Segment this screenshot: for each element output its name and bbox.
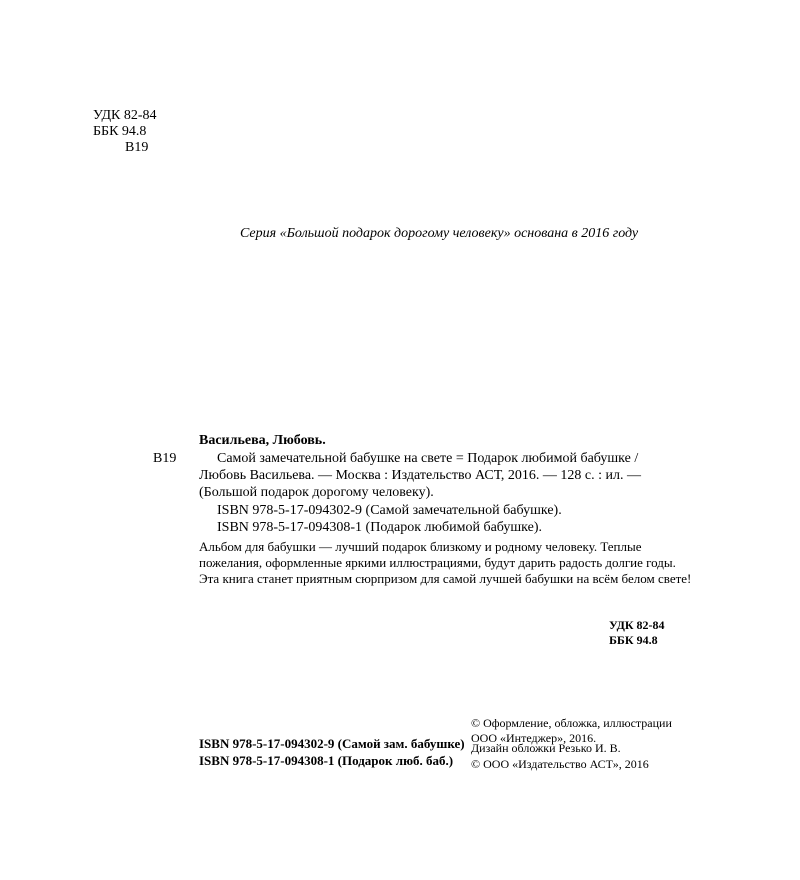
- series-note: Серия «Большой подарок дорогому человеку» основана в 2016 году: [240, 226, 639, 241]
- catalog-annotation-line: пожелания, оформленные яркими иллюстрациями, будут дарить радость долгие годы.: [199, 555, 676, 570]
- author-mark: В19: [125, 140, 149, 155]
- catalog-author: Васильева, Любовь.: [199, 433, 326, 448]
- bottom-udk-code: УДК 82-84: [609, 618, 665, 632]
- copyright-line: © Оформление, обложка, иллюстрации: [471, 716, 672, 730]
- copyright-line: © ООО «Издательство АСТ», 2016: [471, 757, 649, 771]
- udk-code: УДК 82-84: [93, 108, 157, 123]
- catalog-isbn-line: ISBN 978-5-17-094308-1 (Подарок любимой бабушке).: [217, 520, 543, 535]
- catalog-description-line: Самой замечательной бабушке на свете = Подарок любимой бабушке /: [217, 451, 639, 466]
- bottom-bbk-code: ББК 94.8: [609, 633, 658, 647]
- catalog-annotation-line: Эта книга станет приятным сюрпризом для самой лучшей бабушки на всём белом свете!: [199, 571, 692, 586]
- catalog-description-line: (Большой подарок дорогому человеку).: [199, 485, 434, 500]
- catalog-description-line: Любовь Васильева. — Москва : Издательство АСТ, 2016. — 128 с. : ил. —: [199, 468, 641, 483]
- copyright-line: Дизайн обложки Резько И. В.: [471, 741, 621, 755]
- catalog-author-mark: В19: [153, 451, 177, 466]
- catalog-annotation-line: Альбом для бабушки — лучший подарок близкому и родному человеку. Теплые: [199, 539, 642, 554]
- bbk-code: ББК 94.8: [93, 124, 147, 139]
- footer-isbn: ISBN 978-5-17-094308-1 (Подарок люб. баб.): [199, 753, 454, 768]
- copyright-line: ООО «Интеджер», 2016.: [471, 731, 597, 745]
- footer-isbn: ISBN 978-5-17-094302-9 (Самой зам. бабушке): [199, 736, 465, 751]
- catalog-isbn-line: ISBN 978-5-17-094302-9 (Самой замечательной бабушке).: [217, 503, 562, 518]
